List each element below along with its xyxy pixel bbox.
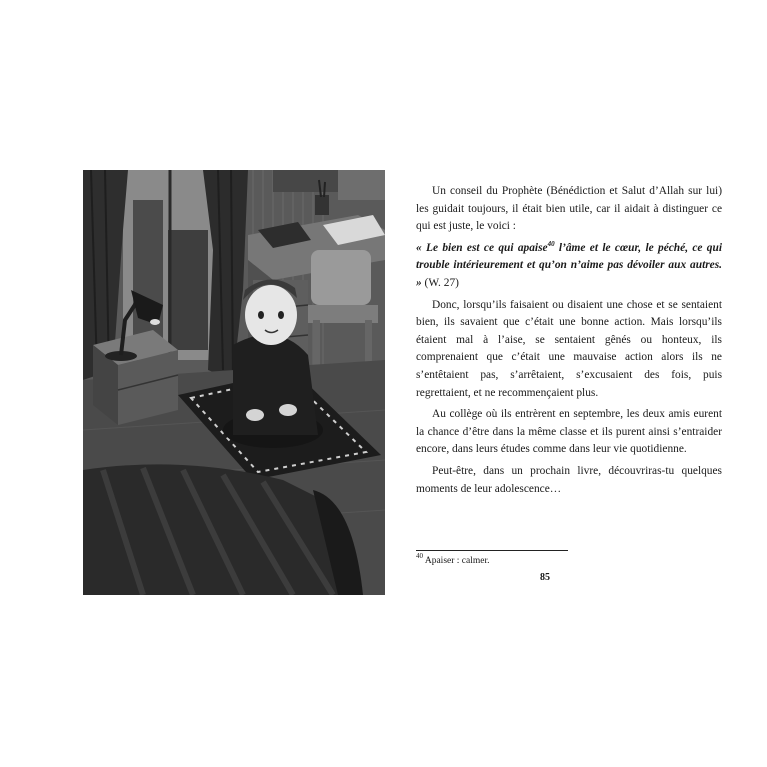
footnote-divider [416, 550, 568, 551]
footnote-ref: 40 [547, 239, 555, 248]
footnote-text: Apaiser : calmer. [423, 556, 490, 566]
illustration-boy-praying [83, 170, 385, 595]
footnote [416, 552, 490, 566]
paragraph-feelings: Donc, lorsqu’ils faisaient ou disaient une chose et se sentaient bien, ils savaient que c’était une bonne action. Mais lorsqu’ils étaient mal à l’aise, se sentaient gênés ou honteux, ils comprenaient que c’était une mauvaise action alors ils ne s’entêtaient pas, s’arrêtaient, s’excusaient des fois, puis regrettaient, et ne recommençaient plus. [416, 298, 722, 399]
quote-part1: « Le bien est ce qui apaise [416, 241, 548, 254]
paragraph-college: Au collège où ils entrèrent en septembre, les deux amis eurent la chance d’être dans la même classe et ils purent ainsi s’entraider encore, dans leurs études comme dans leur vie quotidienne. [416, 408, 722, 456]
page-number: 85 [540, 572, 550, 583]
quote-source: (W. 27) [421, 276, 459, 289]
quote-part2: l’âme et le cœur, le péché, ce qui trouble intérieurement et qu’on n’aime pas dévoiler aux autres. » [416, 241, 722, 289]
hadith-quote [416, 240, 722, 293]
paragraph-intro: Un conseil du Prophète (Bénédiction et Salut d’Allah sur lui) les guidait toujours, il était bien utile, car il aidait à distinguer ce qui est juste, le voici : [416, 185, 722, 233]
text-column [416, 183, 722, 502]
footnote-number: 40 [416, 552, 423, 560]
paragraph-closing: Peut-être, dans un prochain livre, découvriras-tu quelques moments de leur adolescence… [416, 464, 722, 495]
